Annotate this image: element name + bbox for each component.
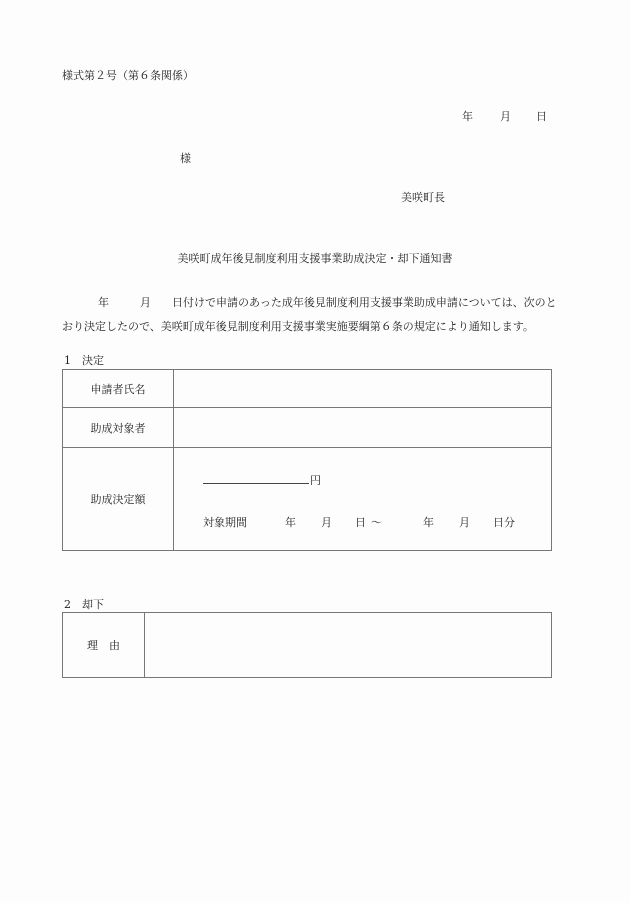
period-end-month: 月 xyxy=(459,516,470,529)
grant-amount-label: 助成決定額 xyxy=(63,448,174,551)
form-number: 様式第２号（第６条関係） xyxy=(62,69,194,82)
table-row xyxy=(63,613,552,678)
period-start-month: 月 xyxy=(321,516,332,529)
yen-unit: 円 xyxy=(310,474,321,487)
addressee-suffix: 様 xyxy=(180,152,191,165)
date-day-label: 日 xyxy=(536,110,547,123)
issue-date xyxy=(462,108,547,124)
period-start-year: 年 xyxy=(285,516,296,529)
applicant-name-label: 申請者氏名 xyxy=(63,370,174,408)
period-start-day: 日 xyxy=(355,516,366,529)
period-end-year: 年 xyxy=(423,516,434,529)
table-row xyxy=(63,448,552,551)
body-year-label: 年 xyxy=(98,296,109,309)
table-row xyxy=(63,408,552,448)
document-title: 美咲町成年後見制度利用支援事業助成決定・却下通知書 xyxy=(177,252,453,265)
section-decision-heading: 1 決定 xyxy=(64,354,104,367)
reason-field[interactable] xyxy=(145,613,552,678)
subject-person-label: 助成対象者 xyxy=(63,408,174,448)
date-year-label: 年 xyxy=(462,110,473,123)
applicant-name-field[interactable] xyxy=(174,370,552,408)
body-month-label: 月 xyxy=(140,296,151,309)
amount-input-line[interactable] xyxy=(203,483,309,484)
body-text: 日付けで申請のあった成年後見制度利用支援事業助成申請については、次のとおり決定したので、美咲町成年後見制度利用支援事業実施要綱第６条の規定により通知します。 xyxy=(62,296,557,333)
period-end-day: 日分 xyxy=(493,516,515,529)
issuer: 美咲町長 xyxy=(401,191,445,204)
section-rejection-heading: 2 却下 xyxy=(64,598,104,611)
subject-person-field[interactable] xyxy=(174,408,552,448)
period-label: 対象期間 xyxy=(203,516,247,529)
rejection-table xyxy=(62,612,552,678)
decision-table xyxy=(62,369,552,551)
body-paragraph xyxy=(62,291,557,339)
date-month-label: 月 xyxy=(500,110,511,123)
grant-amount-cell xyxy=(174,448,552,551)
period-tilde: ～ xyxy=(371,516,382,529)
table-row xyxy=(63,370,552,408)
target-period xyxy=(203,514,515,530)
reason-label: 理 由 xyxy=(63,613,145,678)
